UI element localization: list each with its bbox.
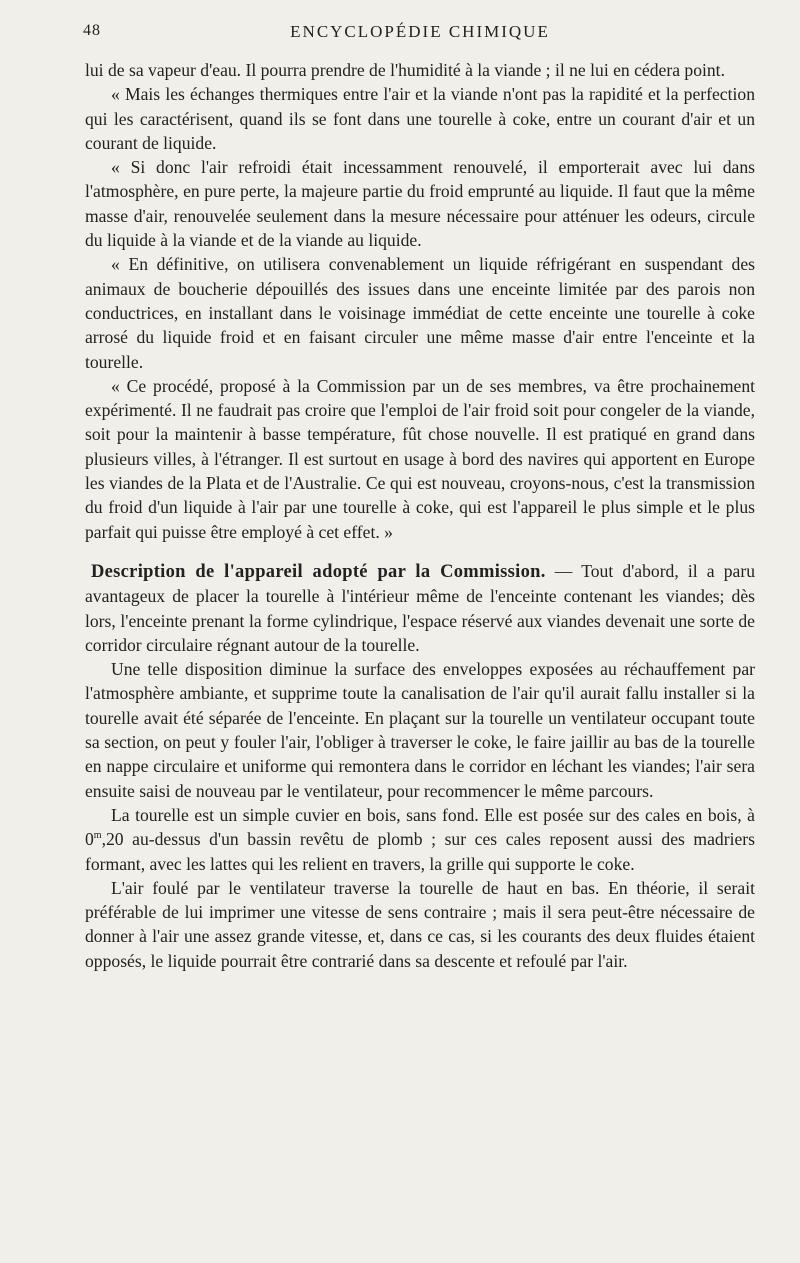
- tourelle-text-before: La tourelle est un simple cuvier en bois, sans fond. Elle est posée sur des cales en bois, à 0: [85, 804, 755, 850]
- document-page: [85, 22, 755, 973]
- paragraph: lui de sa vapeur d'eau. Il pourra prendre de l'humidité à la viande ; il ne lui en cédera point.: [85, 60, 725, 80]
- section-title: Description de l'appareil adopté par la Commission.: [91, 561, 546, 582]
- page-number: 48: [83, 22, 101, 39]
- paragraph: « Si donc l'air refroidi était incessamment renouvelé, il emporterait avec lui dans l'atmosphère, en pure perte, la majeure partie du froid emprunté au liquide. Il faut que la même masse d'air, renouvelée seulement dans la mesure nécessaire pour atténuer les odeurs, circule du liquide à la viande et de la viande au liquide.: [85, 157, 755, 251]
- paragraph: L'air foulé par le ventilateur traverse la tourelle de haut en bas. En théorie, il serait préférable de lui imprimer une vitesse de sens contraire ; mais il sera peut-être nécessaire de donner à l'air une assez grande vitesse, et, dans ce cas, si les courants des deux fluides étaient opposés, le liquide pourrait être contrarié dans sa descente et refoulé par l'air.: [85, 877, 755, 971]
- section-paragraph: [85, 559, 755, 657]
- running-title: ENCYCLOPÉDIE CHIMIQUE: [290, 22, 550, 41]
- unit-superscript: m: [93, 830, 102, 842]
- paragraph: Une telle disposition diminue la surface des enveloppes exposées au réchauffement par l'atmosphère ambiante, et supprime toute la canalisation de l'air qu'il aurait fallu installer si la tourelle avait été séparée de l'enceinte. En plaçant sur la tourelle un ventilateur occupant toute sa section, on peut y fouler l'air, l'obliger à traverser le coke, le faire jaillir au bas de la tourelle en nappe circulaire et uniforme qui remontera dans le corridor en léchant les viandes; l'air sera ensuite saisi de nouveau par le ventilateur, pour recommencer le même parcours.: [85, 659, 755, 801]
- paragraph: « En définitive, on utilisera convenablement un liquide réfrigérant en suspendant des animaux de boucherie dépouillés des issues dans une enceinte limitée par des parois non conductrices, en installant dans le voisinage immédiat de cette enceinte une tourelle à coke arrosé du liquide froid et en faisant circuler une même masse d'air entre l'enceinte et la tourelle.: [85, 254, 755, 372]
- tourelle-text-after: ,20 au-dessus d'un bassin revêtu de plomb ; sur ces cales reposent aussi des madriers formant, avec les lattes qui les relient en travers, la grille qui supporte le coke.: [85, 829, 755, 874]
- page-header: [85, 22, 755, 48]
- body-text: [85, 58, 755, 973]
- paragraph-tourelle: [85, 803, 755, 876]
- section-intro: — Tout d'abord, il a paru avantageux de placer la tourelle à l'intérieur même de l'enceinte contenant les viandes; dès lors, l'enceinte prenant la forme cylindrique, l'espace réservé aux viandes devenait une sorte de corridor circulaire régnant autour de la tourelle.: [85, 560, 755, 655]
- paragraph: « Ce procédé, proposé à la Commission par un de ses membres, va être prochainement expérimenté. Il ne faudrait pas croire que l'emploi de l'air froid soit pour congeler de la viande, soit pour la maintenir à basse température, fût chose nouvelle. Il est pratiqué en grand dans plusieurs villes, à l'étranger. Il est surtout en usage à bord des navires qui apportent en Europe les viandes de la Plata et de l'Australie. Ce qui est nouveau, croyons-nous, c'est la transmission du froid d'un liquide à l'air par une tourelle à coke, qui est l'appareil le plus simple et le plus parfait qui puisse être employé à cet effet. »: [85, 375, 755, 542]
- paragraph: « Mais les échanges thermiques entre l'air et la viande n'ont pas la rapidité et la perfection qui les caractérisent, quand ils se font dans une tourelle à coke, entre un courant d'air et un courant de liquide.: [85, 84, 755, 153]
